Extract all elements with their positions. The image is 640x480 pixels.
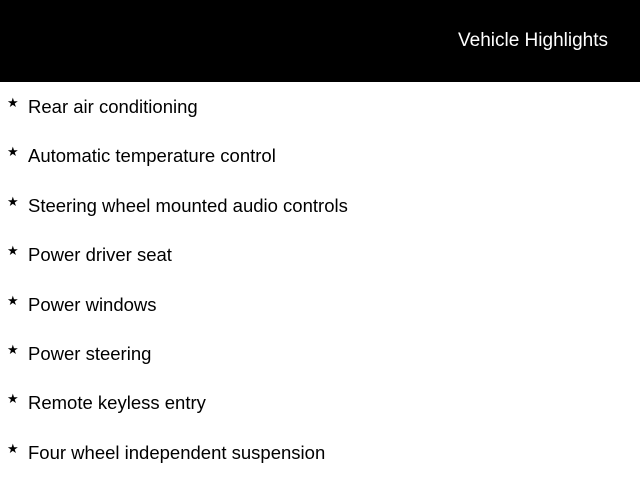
star-icon: ★	[7, 342, 19, 358]
list-item	[0, 329, 640, 378]
highlight-label: Steering wheel mounted audio controls	[28, 194, 348, 216]
list-item	[0, 428, 640, 477]
highlight-label: Power steering	[28, 342, 152, 364]
star-icon: ★	[7, 244, 19, 260]
highlight-label: Rear air conditioning	[28, 96, 198, 117]
star-icon: ★	[7, 293, 19, 309]
list-item	[0, 230, 640, 279]
star-icon: ★	[7, 145, 19, 161]
header-bar	[0, 0, 640, 82]
list-item	[0, 181, 640, 230]
highlight-label: Power windows	[28, 293, 157, 315]
list-item	[0, 280, 640, 329]
highlight-label: Automatic temperature control	[28, 145, 276, 167]
star-icon: ★	[7, 194, 19, 210]
star-icon: ★	[7, 96, 19, 111]
highlight-label: Four wheel independent suspension	[28, 441, 326, 463]
highlight-label: Power driver seat	[28, 244, 172, 266]
star-icon: ★	[7, 441, 19, 457]
list-item	[0, 131, 640, 180]
page-title: Vehicle Highlights	[458, 30, 608, 51]
list-item	[0, 82, 640, 131]
list-item	[0, 378, 640, 427]
highlights-list	[0, 82, 640, 477]
highlight-label: Remote keyless entry	[28, 392, 206, 414]
star-icon: ★	[7, 392, 19, 408]
